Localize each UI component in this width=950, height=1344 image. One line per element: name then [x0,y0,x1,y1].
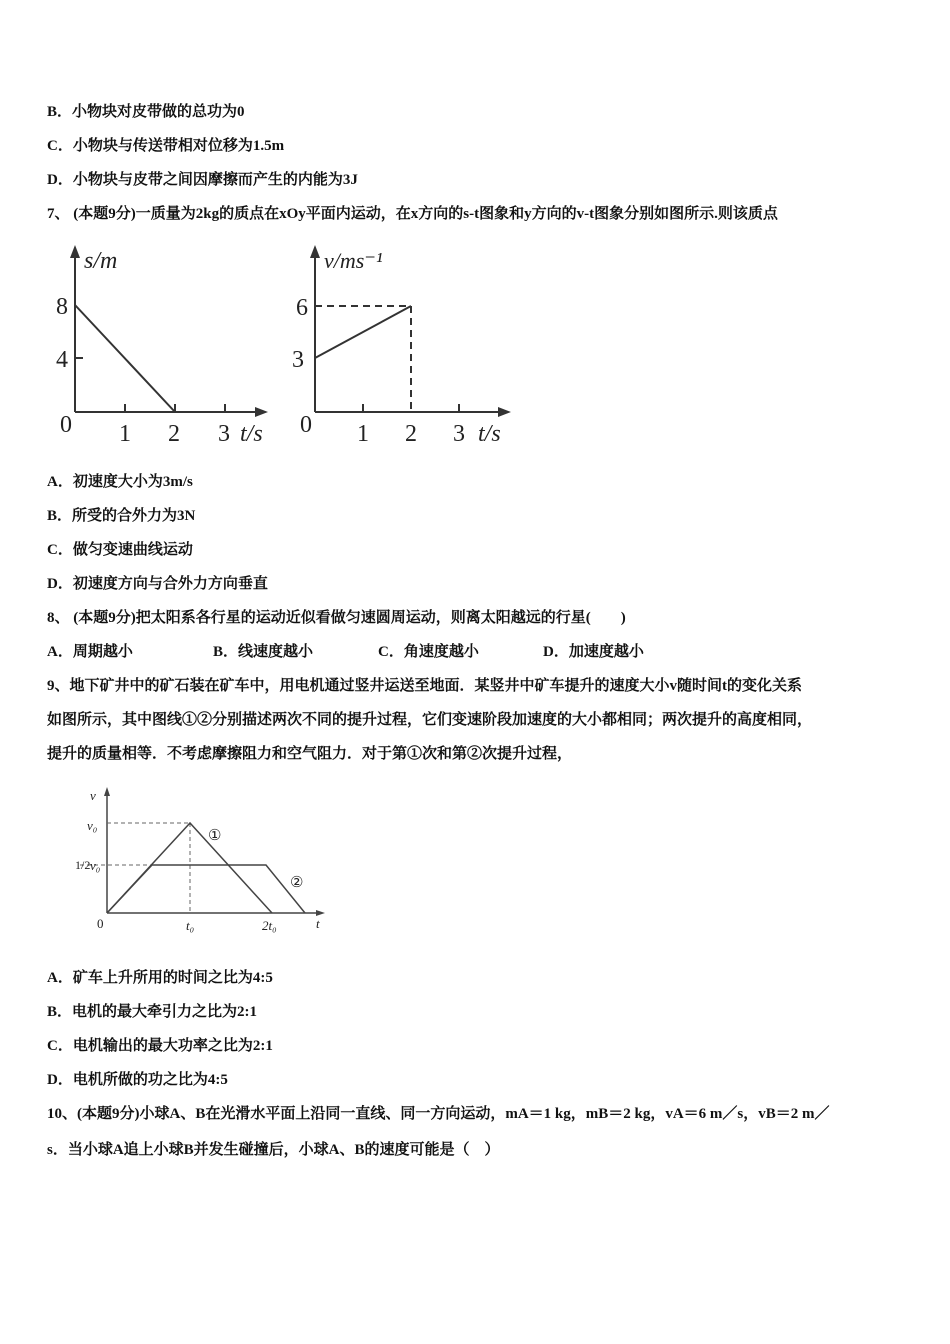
q9-vt-graph [75,787,325,933]
y-tick: 8 [56,294,68,320]
y-tick: 6 [296,295,308,321]
x-label: t [316,916,320,931]
y-label: s/m [84,248,118,274]
x-tick: 3 [453,421,465,447]
q7-stem: 7、 (本题9分)一质量为2kg的质点在xOy平面内运动，在x方向的s-t图象和y方向的v-t图象分别如图所示.则该质点 [47,206,778,222]
y-label: v [90,788,96,803]
q8-option-b: B．线速度越小 [213,644,314,660]
curve-1-label: ① [208,828,222,844]
q9-option-a: A．矿车上升所用的时间之比为4:5 [47,970,273,986]
q9-stem-line-2: 如图所示，其中图线①②分别描述两次不同的提升过程，它们变速阶段加速度的大小都相同；两次提升的高度相同， [47,712,813,728]
x-tick: 1 [119,421,131,447]
origin-label: 0 [60,412,72,438]
q8-option-d: D．加速度越小 [543,644,644,660]
q7-option-c: C．做匀变速曲线运动 [47,542,193,558]
t0-label: t₀ [186,918,195,933]
origin-label: 0 [300,412,312,438]
y-arrow-icon [70,245,80,258]
q9-stem-line-1: 9、地下矿井中的矿石装在矿车中，用电机通过竖井运送至地面．某竖井中矿车提升的速度大小v随时间t的变化关系 [47,678,803,694]
q7-option-b: B．所受的合外力为3N [47,508,196,524]
y-label: v/ms⁻¹ [324,248,383,273]
half-v0-label: v₀ [90,858,101,873]
q9-option-b: B．电机的最大牵引力之比为2:1 [47,1004,258,1020]
q9-option-d: D．电机所做的功之比为4:5 [47,1072,228,1088]
y-tick: 3 [292,347,304,373]
x-tick: 2 [168,421,180,447]
q8-option-a: A．周期越小 [47,644,133,660]
curve-2 [107,865,305,913]
y-arrow-icon [104,787,110,796]
q10-stem-line-1: 10、(本题9分)小球A、B在光滑水平面上沿同一直线、同一方向运动，mA＝1 kg，mB＝2 kg，vA＝6 m／s，vB＝2 m／ [47,1106,830,1122]
q6-option-d: D．小物块与皮带之间因摩擦而产生的内能为3J [47,172,358,188]
v-t-line [315,306,411,358]
y-arrow-icon [310,245,320,258]
x-label: t/s [478,421,501,447]
q9-stem-line-3: 提升的质量相等．不考虑摩擦阻力和空气阻力．对于第①次和第②次提升过程， [47,746,573,762]
x-tick: 3 [218,421,230,447]
q6-option-b: B．小物块对皮带做的总功为0 [47,104,245,120]
q9-option-c: C．电机输出的最大功率之比为2:1 [47,1038,273,1054]
2t0-label: 2t₀ [262,918,277,933]
y-tick: 4 [56,347,68,373]
curve-2-label: ② [290,875,304,891]
v0-label: v₀ [87,818,98,833]
origin-label: 0 [97,916,104,931]
half-label: 1/2 [75,858,91,872]
q7-option-d: D．初速度方向与合外力方向垂直 [47,576,268,592]
x-label: t/s [240,421,263,447]
x-tick: 1 [357,421,369,447]
x-arrow-icon [255,407,268,417]
q7-st-graph [56,245,268,447]
q7-vt-graph [292,245,511,447]
q8-option-c: C．角速度越小 [378,644,479,660]
q6-option-c: C．小物块与传送带相对位移为1.5m [47,138,285,154]
q10-stem-line-2: s．当小球A追上小球B并发生碰撞后，小球A、B的速度可能是（ ） [47,1142,500,1158]
x-tick: 2 [405,421,417,447]
s-t-line [75,305,175,412]
q7-option-a: A．初速度大小为3m/s [47,474,193,490]
q8-stem: 8、 (本题9分)把太阳系各行星的运动近似看做匀速圆周运动，则离太阳越远的行星( ) [47,610,626,626]
x-arrow-icon [498,407,511,417]
